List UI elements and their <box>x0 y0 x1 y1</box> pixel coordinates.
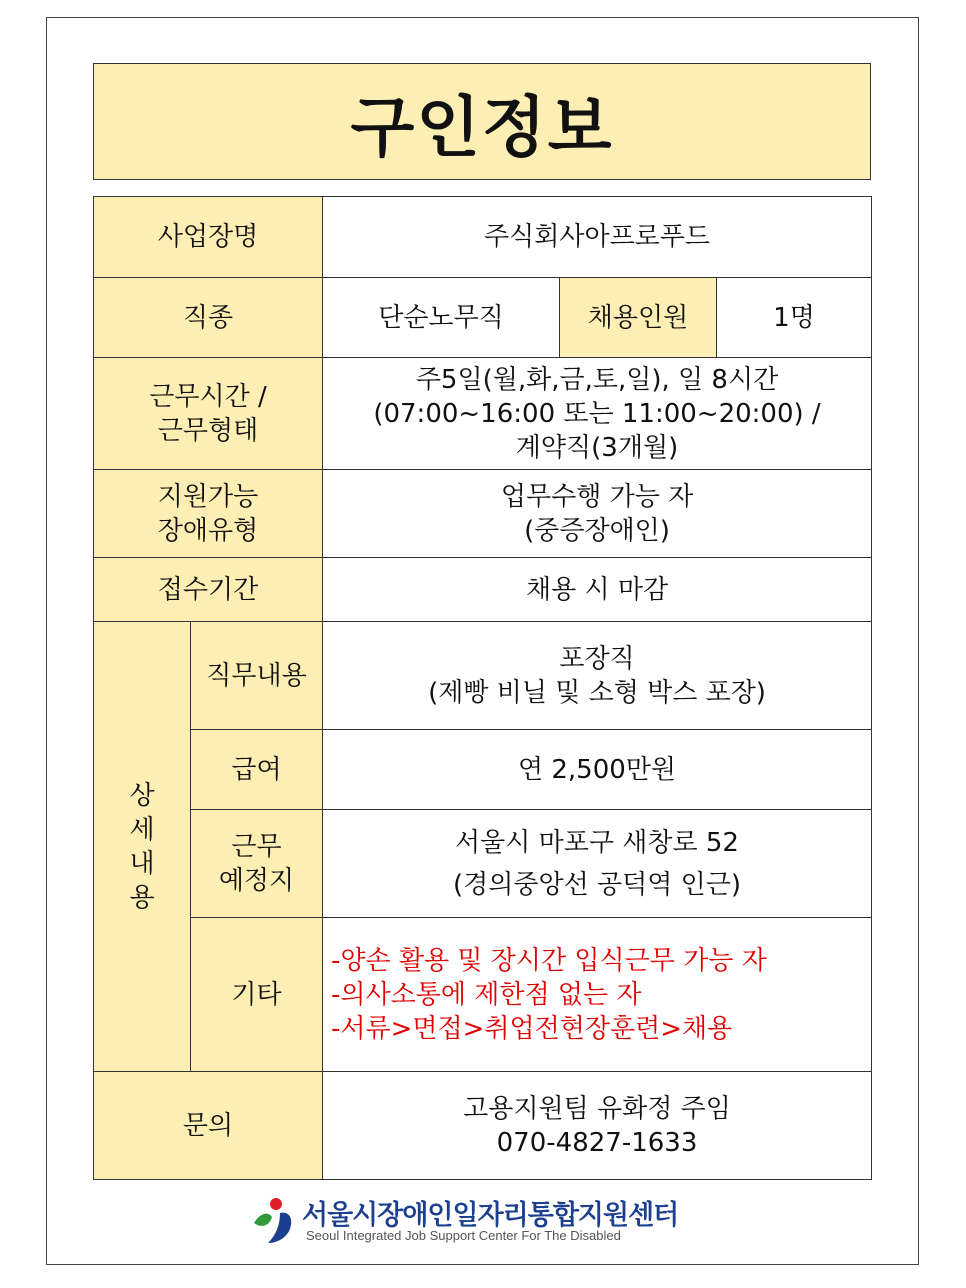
duty-value-line: 포장직 <box>559 643 635 674</box>
row-duty <box>94 622 872 730</box>
row-location <box>94 810 872 918</box>
hours-label-line: 근무시간 / <box>149 381 267 412</box>
disability-label-line: 지원가능 <box>157 481 259 512</box>
etc-value-line: -의사소통에 제한점 없는 자 <box>331 979 642 1010</box>
duty-label: 직무내용 <box>191 622 323 730</box>
page-title: 구인정보 <box>350 89 614 166</box>
contact-value-line: 고용지원팀 유화정 주임 <box>463 1093 731 1124</box>
row-etc <box>94 918 872 1072</box>
row-period <box>94 558 872 622</box>
hire-count-value: 1명 <box>717 278 872 358</box>
location-value <box>323 810 872 918</box>
location-label-line: 근무 <box>231 831 282 862</box>
job-info-table <box>93 196 872 1180</box>
row-pay <box>94 730 872 810</box>
duty-value-line: (제빵 비닐 및 소형 박스 포장) <box>428 677 766 708</box>
disability-value <box>323 470 872 558</box>
logo-korean-name: 서울시장애인일자리통합지원센터 <box>302 1200 679 1231</box>
etc-label: 기타 <box>191 918 323 1072</box>
detail-label-char: 세 <box>129 814 155 845</box>
etc-value-line: -서류>면접>취업전현장훈련>채용 <box>331 1013 733 1044</box>
detail-label-char: 내 <box>129 848 155 879</box>
row-disability <box>94 470 872 558</box>
detail-label-char: 상 <box>129 780 155 811</box>
detail-label-char: 용 <box>129 882 155 913</box>
disability-value-line: 업무수행 가능 자 <box>500 481 694 512</box>
etc-value-line: -양손 활용 및 장시간 입식근무 가능 자 <box>331 945 767 976</box>
period-label: 접수기간 <box>94 558 323 622</box>
hours-label <box>94 358 323 470</box>
company-label: 사업장명 <box>94 197 323 278</box>
hours-value <box>323 358 872 470</box>
logo-emblem-icon <box>250 1195 298 1247</box>
hours-value-line: (07:00~16:00 또는 11:00~20:00) / <box>373 398 821 429</box>
pay-label: 급여 <box>191 730 323 810</box>
job-label: 직종 <box>94 278 323 358</box>
disability-label-line: 장애유형 <box>157 515 259 546</box>
duty-value <box>323 622 872 730</box>
location-value-line: (경의중앙선 공덕역 인근) <box>453 869 741 900</box>
row-job <box>94 278 872 358</box>
hours-value-line: 계약직(3개월) <box>515 432 679 463</box>
contact-label: 문의 <box>94 1072 323 1180</box>
row-company <box>94 197 872 278</box>
job-value: 단순노무직 <box>323 278 560 358</box>
disability-label <box>94 470 323 558</box>
contact-value <box>323 1072 872 1180</box>
hours-label-line: 근무형태 <box>157 415 259 446</box>
company-value: 주식회사아프로푸드 <box>323 197 872 278</box>
logo-english-name: Seoul Integrated Job Support Center For The Disabled <box>306 1228 621 1243</box>
pay-value: 연 2,500만원 <box>323 730 872 810</box>
detail-label <box>94 622 191 1072</box>
hire-count-label: 채용인원 <box>560 278 717 358</box>
period-value: 채용 시 마감 <box>323 558 872 622</box>
disability-value-line: (중증장애인) <box>524 515 670 546</box>
row-hours <box>94 358 872 470</box>
row-contact <box>94 1072 872 1180</box>
location-label-line: 예정지 <box>218 865 295 896</box>
location-label <box>191 810 323 918</box>
center-logo <box>250 1195 720 1251</box>
contact-value-line: 070-4827-1633 <box>496 1127 698 1158</box>
location-value-line: 서울시 마포구 새창로 52 <box>455 827 739 858</box>
title-banner <box>93 63 871 180</box>
etc-value <box>323 918 872 1072</box>
hours-value-line: 주5일(월,화,금,토,일), 일 8시간 <box>415 364 779 395</box>
